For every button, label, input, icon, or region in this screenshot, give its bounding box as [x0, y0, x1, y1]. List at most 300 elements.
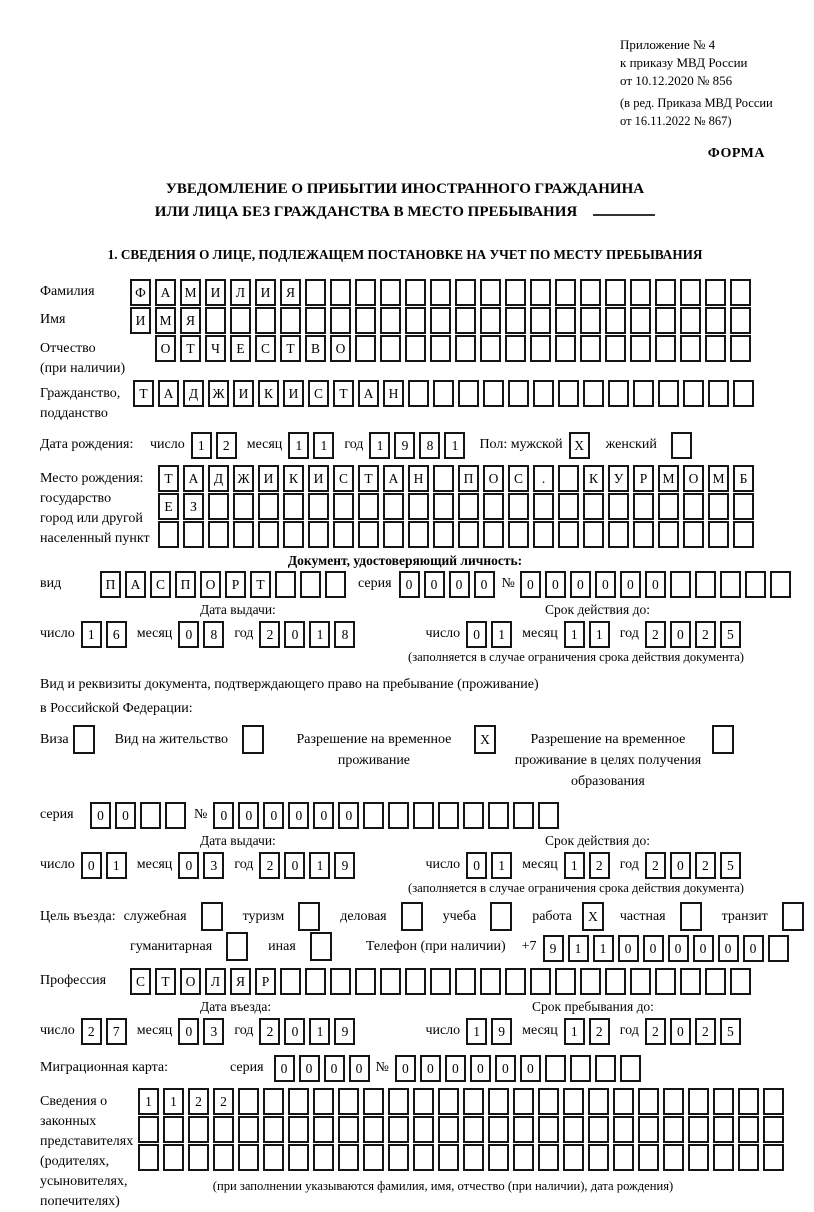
form-cell[interactable] — [438, 1116, 459, 1143]
form-cell[interactable] — [213, 1116, 234, 1143]
form-cell[interactable] — [355, 279, 376, 306]
form-cell[interactable]: И — [233, 380, 254, 407]
form-cell[interactable] — [433, 493, 454, 520]
form-cell[interactable]: 0 — [643, 935, 664, 962]
form-cell[interactable] — [683, 521, 704, 548]
form-cell[interactable] — [633, 493, 654, 520]
form-cell[interactable]: 2 — [645, 852, 666, 879]
form-cell[interactable] — [408, 521, 429, 548]
form-cell[interactable] — [720, 571, 741, 598]
form-cell[interactable] — [655, 279, 676, 306]
form-cell[interactable] — [705, 968, 726, 995]
form-cell[interactable]: П — [458, 465, 479, 492]
form-cell[interactable] — [763, 1116, 784, 1143]
form-cell[interactable]: 7 — [106, 1018, 127, 1045]
form-cell[interactable]: 1 — [163, 1088, 184, 1115]
form-cell[interactable]: Т — [133, 380, 154, 407]
form-cell[interactable]: 0 — [178, 1018, 199, 1045]
form-cell[interactable] — [313, 1144, 334, 1171]
form-cell[interactable] — [538, 1088, 559, 1115]
form-cell[interactable] — [380, 968, 401, 995]
form-cell[interactable] — [408, 493, 429, 520]
form-cell[interactable]: Р — [255, 968, 276, 995]
form-cell[interactable] — [738, 1088, 759, 1115]
form-cell[interactable]: С — [150, 571, 171, 598]
form-cell[interactable] — [463, 802, 484, 829]
form-cell[interactable] — [438, 1088, 459, 1115]
form-cell[interactable]: Я — [180, 307, 201, 334]
form-cell[interactable] — [430, 307, 451, 334]
form-cell[interactable]: 1 — [313, 432, 334, 459]
form-cell[interactable]: Л — [205, 968, 226, 995]
form-cell[interactable] — [680, 279, 701, 306]
form-cell[interactable] — [455, 307, 476, 334]
form-cell[interactable] — [138, 1116, 159, 1143]
form-cell[interactable] — [463, 1088, 484, 1115]
form-cell[interactable] — [630, 307, 651, 334]
form-cell[interactable] — [505, 307, 526, 334]
form-cell[interactable] — [605, 307, 626, 334]
form-cell[interactable]: 0 — [284, 852, 305, 879]
form-cell[interactable] — [140, 802, 161, 829]
form-cell[interactable]: 0 — [466, 621, 487, 648]
checkbox-cell[interactable] — [401, 902, 423, 931]
form-cell[interactable]: С — [508, 465, 529, 492]
form-cell[interactable] — [513, 1116, 534, 1143]
form-cell[interactable] — [480, 307, 501, 334]
form-cell[interactable] — [738, 1116, 759, 1143]
form-cell[interactable] — [730, 335, 751, 362]
form-cell[interactable] — [488, 1116, 509, 1143]
form-cell[interactable] — [383, 521, 404, 548]
form-cell[interactable] — [713, 1144, 734, 1171]
form-cell[interactable] — [313, 1116, 334, 1143]
form-cell[interactable] — [555, 307, 576, 334]
form-cell[interactable] — [705, 279, 726, 306]
form-cell[interactable] — [630, 968, 651, 995]
form-cell[interactable]: 1 — [568, 935, 589, 962]
form-cell[interactable] — [405, 307, 426, 334]
form-cell[interactable] — [430, 968, 451, 995]
form-cell[interactable]: 0 — [263, 802, 284, 829]
form-cell[interactable]: 0 — [645, 571, 666, 598]
form-cell[interactable]: 0 — [466, 852, 487, 879]
form-cell[interactable]: 0 — [178, 852, 199, 879]
form-cell[interactable] — [508, 493, 529, 520]
form-cell[interactable]: 1 — [564, 621, 585, 648]
form-cell[interactable] — [658, 380, 679, 407]
form-cell[interactable]: 1 — [564, 1018, 585, 1045]
form-cell[interactable]: 0 — [670, 852, 691, 879]
form-cell[interactable] — [488, 1144, 509, 1171]
form-cell[interactable] — [138, 1144, 159, 1171]
form-cell[interactable] — [233, 493, 254, 520]
form-cell[interactable] — [583, 493, 604, 520]
form-cell[interactable]: Ф — [130, 279, 151, 306]
form-cell[interactable] — [633, 521, 654, 548]
form-cell[interactable]: В — [305, 335, 326, 362]
form-cell[interactable] — [433, 521, 454, 548]
form-cell[interactable] — [588, 1116, 609, 1143]
form-cell[interactable] — [430, 279, 451, 306]
form-cell[interactable]: 2 — [259, 1018, 280, 1045]
form-cell[interactable] — [333, 521, 354, 548]
form-cell[interactable] — [238, 1116, 259, 1143]
form-cell[interactable]: Т — [358, 465, 379, 492]
form-cell[interactable] — [505, 968, 526, 995]
form-cell[interactable]: 0 — [324, 1055, 345, 1082]
form-cell[interactable]: 3 — [203, 852, 224, 879]
form-cell[interactable]: К — [283, 465, 304, 492]
form-cell[interactable] — [655, 968, 676, 995]
form-cell[interactable]: 0 — [420, 1055, 441, 1082]
form-cell[interactable] — [280, 968, 301, 995]
form-cell[interactable] — [480, 335, 501, 362]
form-cell[interactable] — [558, 380, 579, 407]
form-cell[interactable] — [488, 1088, 509, 1115]
form-cell[interactable] — [613, 1088, 634, 1115]
form-cell[interactable] — [483, 521, 504, 548]
form-cell[interactable] — [730, 307, 751, 334]
form-cell[interactable] — [308, 493, 329, 520]
form-cell[interactable]: 2 — [259, 852, 280, 879]
form-cell[interactable]: И — [283, 380, 304, 407]
form-cell[interactable]: 0 — [520, 571, 541, 598]
form-cell[interactable] — [680, 335, 701, 362]
form-cell[interactable]: 0 — [520, 1055, 541, 1082]
form-cell[interactable] — [580, 279, 601, 306]
form-cell[interactable]: 8 — [419, 432, 440, 459]
form-cell[interactable] — [325, 571, 346, 598]
form-cell[interactable] — [338, 1116, 359, 1143]
form-cell[interactable] — [655, 335, 676, 362]
form-cell[interactable] — [480, 279, 501, 306]
form-cell[interactable] — [413, 1116, 434, 1143]
form-cell[interactable] — [438, 802, 459, 829]
form-cell[interactable] — [430, 335, 451, 362]
form-cell[interactable]: Я — [280, 279, 301, 306]
form-cell[interactable]: И — [130, 307, 151, 334]
form-cell[interactable] — [263, 1116, 284, 1143]
checkbox-cell[interactable] — [73, 725, 95, 754]
form-cell[interactable] — [705, 335, 726, 362]
form-cell[interactable] — [433, 465, 454, 492]
form-cell[interactable] — [633, 380, 654, 407]
form-cell[interactable] — [308, 521, 329, 548]
form-cell[interactable]: Д — [183, 380, 204, 407]
form-cell[interactable] — [713, 1116, 734, 1143]
form-cell[interactable] — [608, 493, 629, 520]
form-cell[interactable]: 0 — [595, 571, 616, 598]
form-cell[interactable] — [530, 335, 551, 362]
form-cell[interactable]: П — [100, 571, 121, 598]
form-cell[interactable]: Т — [333, 380, 354, 407]
form-cell[interactable]: 0 — [474, 571, 495, 598]
form-cell[interactable] — [358, 521, 379, 548]
form-cell[interactable]: 0 — [449, 571, 470, 598]
form-cell[interactable] — [688, 1116, 709, 1143]
form-cell[interactable]: М — [658, 465, 679, 492]
form-cell[interactable] — [513, 802, 534, 829]
form-cell[interactable]: Р — [633, 465, 654, 492]
form-cell[interactable]: 0 — [349, 1055, 370, 1082]
form-cell[interactable] — [330, 968, 351, 995]
checkbox-cell[interactable] — [490, 902, 512, 931]
form-cell[interactable]: 1 — [564, 852, 585, 879]
form-cell[interactable] — [388, 802, 409, 829]
checkbox-cell[interactable]: X — [474, 725, 496, 754]
form-cell[interactable] — [338, 1088, 359, 1115]
form-cell[interactable]: 0 — [618, 935, 639, 962]
form-cell[interactable] — [358, 493, 379, 520]
form-cell[interactable]: 1 — [593, 935, 614, 962]
form-cell[interactable] — [433, 380, 454, 407]
form-cell[interactable]: 0 — [743, 935, 764, 962]
checkbox-cell[interactable]: X — [582, 902, 604, 931]
form-cell[interactable] — [730, 968, 751, 995]
form-cell[interactable] — [705, 307, 726, 334]
form-cell[interactable] — [630, 335, 651, 362]
form-cell[interactable] — [333, 493, 354, 520]
form-cell[interactable]: 5 — [720, 852, 741, 879]
form-cell[interactable]: И — [255, 279, 276, 306]
form-cell[interactable] — [238, 1144, 259, 1171]
form-cell[interactable]: 0 — [545, 571, 566, 598]
form-cell[interactable]: 1 — [138, 1088, 159, 1115]
form-cell[interactable] — [158, 521, 179, 548]
form-cell[interactable]: А — [383, 465, 404, 492]
checkbox-cell[interactable] — [680, 902, 702, 931]
form-cell[interactable] — [458, 521, 479, 548]
form-cell[interactable] — [613, 1116, 634, 1143]
form-cell[interactable] — [605, 968, 626, 995]
form-cell[interactable] — [583, 380, 604, 407]
form-cell[interactable]: 2 — [695, 1018, 716, 1045]
form-cell[interactable] — [363, 802, 384, 829]
form-cell[interactable]: З — [183, 493, 204, 520]
form-cell[interactable]: Т — [280, 335, 301, 362]
form-cell[interactable]: Р — [225, 571, 246, 598]
form-cell[interactable] — [458, 380, 479, 407]
form-cell[interactable]: 1 — [491, 852, 512, 879]
form-cell[interactable]: О — [483, 465, 504, 492]
form-cell[interactable]: 2 — [695, 621, 716, 648]
form-cell[interactable] — [405, 279, 426, 306]
form-cell[interactable] — [580, 968, 601, 995]
form-cell[interactable] — [733, 521, 754, 548]
form-cell[interactable]: 0 — [670, 621, 691, 648]
form-cell[interactable]: Ч — [205, 335, 226, 362]
form-cell[interactable] — [563, 1088, 584, 1115]
form-cell[interactable] — [463, 1144, 484, 1171]
form-cell[interactable]: К — [258, 380, 279, 407]
form-cell[interactable]: Е — [230, 335, 251, 362]
form-cell[interactable] — [483, 493, 504, 520]
form-cell[interactable]: 0 — [90, 802, 111, 829]
form-cell[interactable] — [713, 1088, 734, 1115]
form-cell[interactable] — [638, 1088, 659, 1115]
form-cell[interactable] — [488, 802, 509, 829]
form-cell[interactable] — [455, 279, 476, 306]
form-cell[interactable]: О — [200, 571, 221, 598]
form-cell[interactable]: 0 — [620, 571, 641, 598]
form-cell[interactable]: 1 — [309, 621, 330, 648]
form-cell[interactable]: 0 — [693, 935, 714, 962]
form-cell[interactable]: 1 — [491, 621, 512, 648]
form-cell[interactable] — [165, 802, 186, 829]
form-cell[interactable] — [655, 307, 676, 334]
form-cell[interactable] — [663, 1116, 684, 1143]
form-cell[interactable] — [455, 968, 476, 995]
form-cell[interactable] — [538, 802, 559, 829]
form-cell[interactable]: 2 — [645, 1018, 666, 1045]
form-cell[interactable]: 0 — [570, 571, 591, 598]
form-cell[interactable]: И — [205, 279, 226, 306]
form-cell[interactable] — [545, 1055, 566, 1082]
form-cell[interactable] — [583, 521, 604, 548]
form-cell[interactable] — [388, 1088, 409, 1115]
form-cell[interactable] — [388, 1116, 409, 1143]
form-cell[interactable] — [733, 380, 754, 407]
form-cell[interactable] — [580, 307, 601, 334]
form-cell[interactable]: 1 — [106, 852, 127, 879]
form-cell[interactable] — [508, 521, 529, 548]
form-cell[interactable] — [188, 1116, 209, 1143]
form-cell[interactable]: М — [180, 279, 201, 306]
form-cell[interactable]: С — [333, 465, 354, 492]
form-cell[interactable]: М — [155, 307, 176, 334]
form-cell[interactable]: 0 — [670, 1018, 691, 1045]
form-cell[interactable] — [708, 380, 729, 407]
form-cell[interactable] — [630, 279, 651, 306]
form-cell[interactable] — [283, 521, 304, 548]
form-cell[interactable] — [258, 493, 279, 520]
form-cell[interactable]: 0 — [284, 621, 305, 648]
form-cell[interactable] — [338, 1144, 359, 1171]
form-cell[interactable] — [463, 1116, 484, 1143]
form-cell[interactable] — [670, 571, 691, 598]
form-cell[interactable]: Т — [155, 968, 176, 995]
form-cell[interactable]: 5 — [720, 621, 741, 648]
form-cell[interactable] — [283, 493, 304, 520]
form-cell[interactable] — [763, 1088, 784, 1115]
form-cell[interactable]: Ж — [208, 380, 229, 407]
form-cell[interactable] — [538, 1144, 559, 1171]
form-cell[interactable]: А — [358, 380, 379, 407]
form-cell[interactable]: 2 — [645, 621, 666, 648]
form-cell[interactable] — [483, 380, 504, 407]
form-cell[interactable] — [558, 465, 579, 492]
form-cell[interactable] — [313, 1088, 334, 1115]
form-cell[interactable] — [305, 279, 326, 306]
form-cell[interactable]: И — [308, 465, 329, 492]
checkbox-cell[interactable] — [310, 932, 332, 961]
form-cell[interactable] — [288, 1144, 309, 1171]
form-cell[interactable] — [538, 1116, 559, 1143]
form-cell[interactable] — [663, 1144, 684, 1171]
form-cell[interactable] — [413, 802, 434, 829]
form-cell[interactable]: 1 — [466, 1018, 487, 1045]
form-cell[interactable] — [613, 1144, 634, 1171]
form-cell[interactable]: 9 — [543, 935, 564, 962]
form-cell[interactable] — [263, 1144, 284, 1171]
form-cell[interactable]: 9 — [491, 1018, 512, 1045]
form-cell[interactable]: 2 — [259, 621, 280, 648]
form-cell[interactable]: Ж — [233, 465, 254, 492]
form-cell[interactable]: И — [258, 465, 279, 492]
form-cell[interactable]: Т — [180, 335, 201, 362]
form-cell[interactable] — [263, 1088, 284, 1115]
form-cell[interactable] — [288, 1088, 309, 1115]
form-cell[interactable] — [288, 1116, 309, 1143]
form-cell[interactable]: М — [708, 465, 729, 492]
form-cell[interactable]: 0 — [718, 935, 739, 962]
form-cell[interactable]: О — [180, 968, 201, 995]
form-cell[interactable] — [300, 571, 321, 598]
form-cell[interactable]: Д — [208, 465, 229, 492]
form-cell[interactable]: 1 — [589, 621, 610, 648]
form-cell[interactable] — [355, 968, 376, 995]
form-cell[interactable] — [608, 521, 629, 548]
form-cell[interactable]: А — [158, 380, 179, 407]
form-cell[interactable] — [580, 335, 601, 362]
form-cell[interactable] — [380, 335, 401, 362]
form-cell[interactable] — [708, 521, 729, 548]
form-cell[interactable]: С — [308, 380, 329, 407]
form-cell[interactable] — [408, 380, 429, 407]
form-cell[interactable] — [330, 307, 351, 334]
form-cell[interactable] — [683, 380, 704, 407]
form-cell[interactable] — [530, 279, 551, 306]
form-cell[interactable] — [555, 335, 576, 362]
form-cell[interactable]: Н — [383, 380, 404, 407]
form-cell[interactable] — [680, 968, 701, 995]
form-cell[interactable] — [233, 521, 254, 548]
form-cell[interactable] — [163, 1144, 184, 1171]
form-cell[interactable] — [505, 279, 526, 306]
form-cell[interactable] — [183, 521, 204, 548]
form-cell[interactable] — [213, 1144, 234, 1171]
form-cell[interactable] — [558, 493, 579, 520]
form-cell[interactable] — [405, 968, 426, 995]
form-cell[interactable]: 1 — [309, 1018, 330, 1045]
form-cell[interactable] — [163, 1116, 184, 1143]
form-cell[interactable] — [530, 968, 551, 995]
form-cell[interactable] — [533, 380, 554, 407]
form-cell[interactable] — [513, 1144, 534, 1171]
form-cell[interactable] — [305, 968, 326, 995]
form-cell[interactable] — [588, 1088, 609, 1115]
form-cell[interactable] — [733, 493, 754, 520]
form-cell[interactable] — [688, 1144, 709, 1171]
form-cell[interactable]: 2 — [213, 1088, 234, 1115]
form-cell[interactable]: 1 — [444, 432, 465, 459]
form-cell[interactable]: 0 — [81, 852, 102, 879]
form-cell[interactable] — [480, 968, 501, 995]
form-cell[interactable] — [595, 1055, 616, 1082]
form-cell[interactable]: 9 — [334, 1018, 355, 1045]
form-cell[interactable]: Т — [250, 571, 271, 598]
form-cell[interactable] — [730, 279, 751, 306]
form-cell[interactable] — [208, 493, 229, 520]
form-cell[interactable] — [388, 1144, 409, 1171]
form-cell[interactable]: 1 — [288, 432, 309, 459]
form-cell[interactable] — [363, 1088, 384, 1115]
form-cell[interactable]: 0 — [313, 802, 334, 829]
form-cell[interactable] — [355, 307, 376, 334]
form-cell[interactable]: 0 — [668, 935, 689, 962]
form-cell[interactable]: О — [330, 335, 351, 362]
